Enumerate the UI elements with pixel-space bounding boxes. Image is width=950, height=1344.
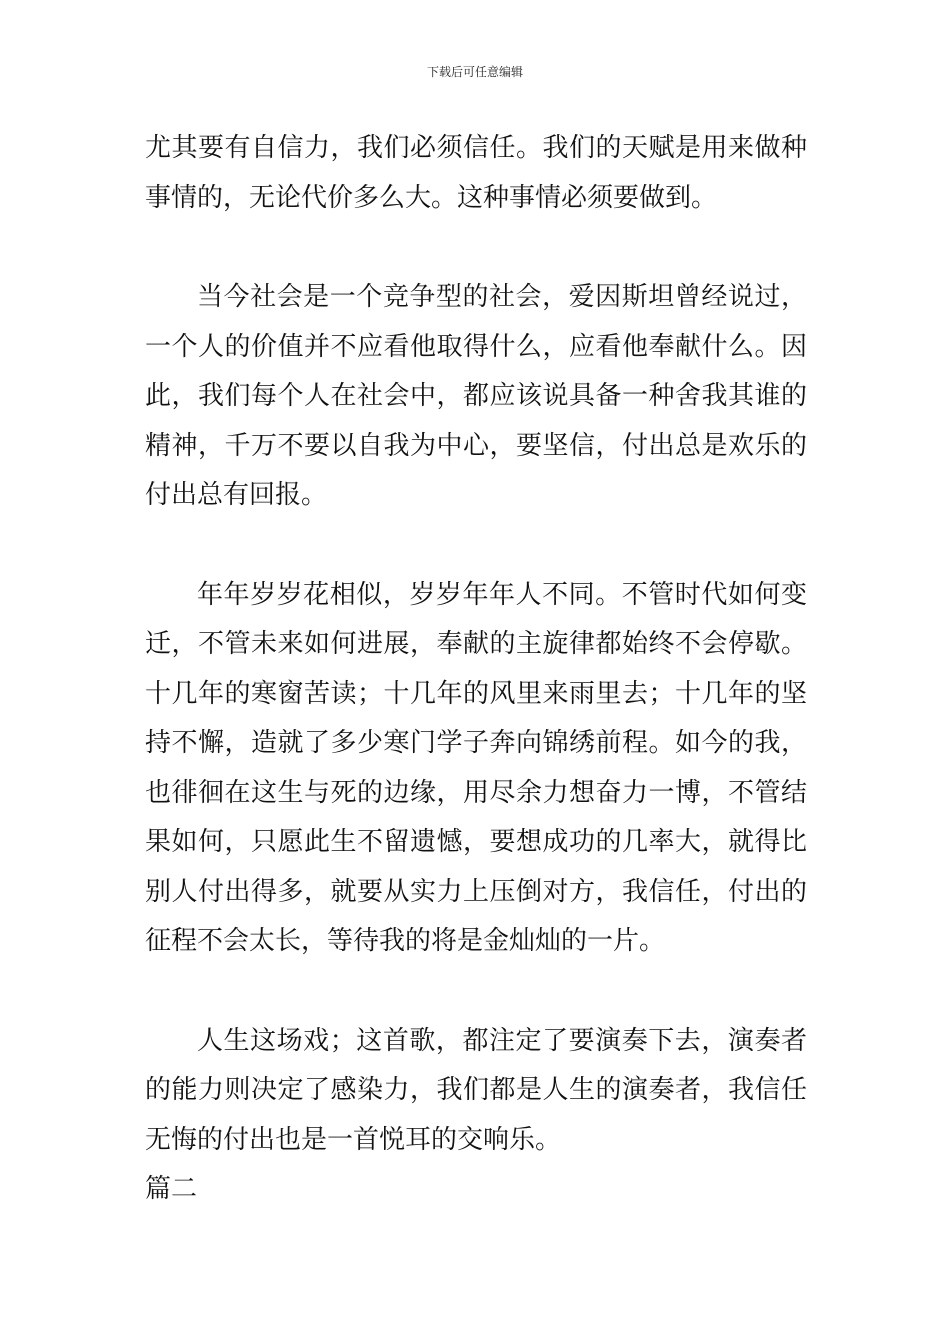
paragraph-3: 年年岁岁花相似，岁岁年年人不同。不管时代如何变迁，不管未来如何进展，奉献的主旋律都始终不会停歇。十几年的寒窗苦读；十几年的风里来雨里去；十几年的坚持不懈，造就了多少寒门学子奔向锦绣前程。如今的我，也徘徊在这生与死的边缘，用尽余力想奋力一博，不管结果如何，只愿此生不留遗憾，要想成功的几率大，就得比别人付出得多，就要从实力上压倒对方，我信任，付出的征程不会太长，等待我的将是金灿灿的一片。 [145,579,807,956]
paragraph-1: 尤其要有自信力，我们必须信任。我们的天赋是用来做种事情的，无论代价多么大。这种事情必须要做到。 [145,133,807,213]
page-header-note: 下载后可任意编辑 [426,65,523,79]
document-body [145,124,807,1215]
paragraph-2: 当今社会是一个竞争型的社会，爱因斯坦曾经说过，一个人的价值并不应看他取得什么，应看他奉献什么。因此，我们每个人在社会中，都应该说具备一种舍我其谁的精神，千万不要以自我为中心，要坚信，付出总是欢乐的付出总有回报。 [145,282,807,510]
section-label: 篇二 [145,1174,198,1204]
paragraph-4: 人生这场戏；这首歌，都注定了要演奏下去，演奏者的能力则决定了感染力，我们都是人生的演奏者，我信任无悔的付出也是一首悦耳的交响乐。 [145,1025,807,1155]
